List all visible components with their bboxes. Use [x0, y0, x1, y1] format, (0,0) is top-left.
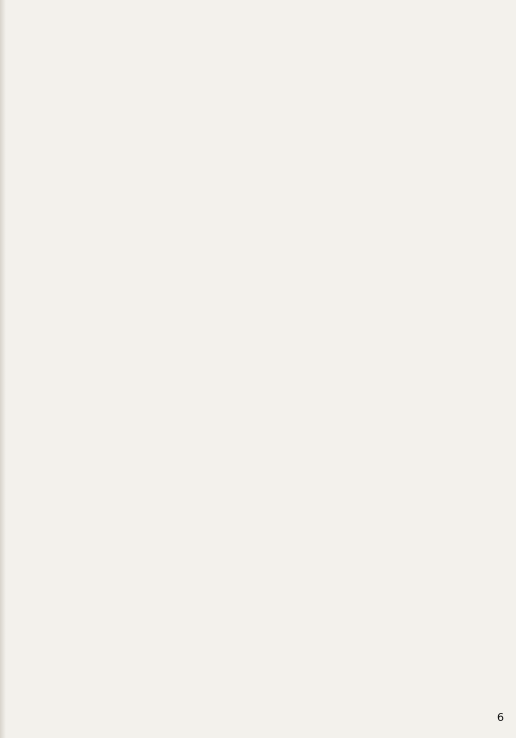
section-divider [14, 384, 508, 385]
lower-body-text [14, 398, 510, 712]
upper-body-text [14, 8, 510, 378]
page-number: 6 [497, 711, 504, 724]
scan-edge [0, 0, 6, 738]
